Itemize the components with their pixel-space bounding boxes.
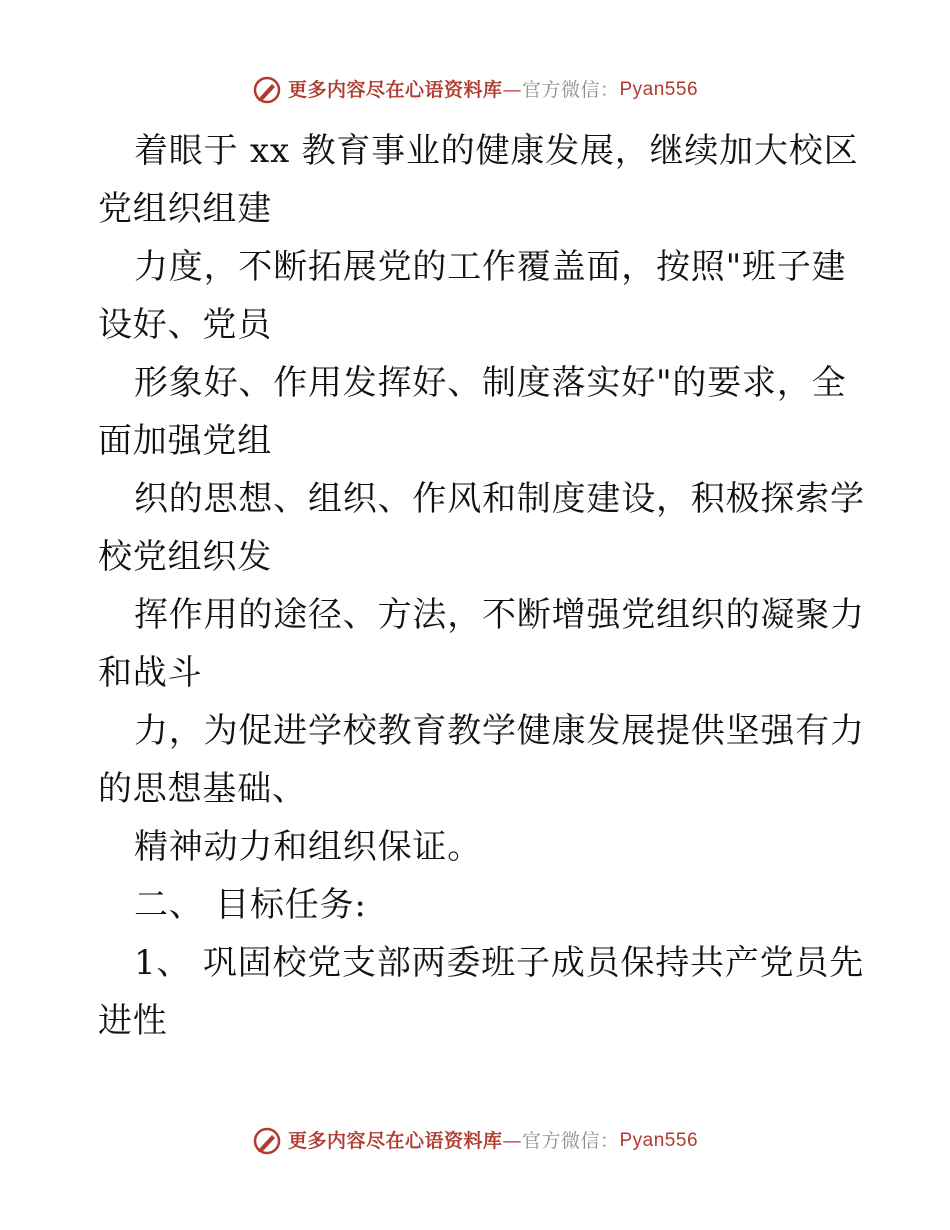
section-heading: 二、 目标任务: xyxy=(134,885,367,925)
footer-banner xyxy=(0,1126,950,1156)
banner-dash: — xyxy=(502,1130,522,1152)
text-line: 的思想基础、 xyxy=(98,769,307,809)
text-line: 精神动力和组织保证。 xyxy=(134,827,482,867)
text-line: 校党组织发 xyxy=(98,537,272,577)
text-line: 面加强党组 xyxy=(98,421,272,461)
banner-main-text: 更多内容尽在心语资料库 xyxy=(287,1130,503,1152)
banner-official-label: 官方微信： xyxy=(521,1130,620,1152)
banner-dash: — xyxy=(502,79,522,101)
text-line: 力，为促进学校教育教学健康发展提供坚强有力 xyxy=(134,711,865,751)
text-line: 力度，不断拓展党的工作覆盖面，按照"班子建 xyxy=(134,247,847,287)
text-line: 挥作用的途径、方法，不断增强党组织的凝聚力 xyxy=(134,595,865,635)
text-line: 进性 xyxy=(98,1001,168,1041)
banner-wechat-id: Pyan556 xyxy=(619,1130,699,1151)
text-line: 形象好、作用发挥好、制度落实好"的要求，全 xyxy=(134,363,847,403)
document-body xyxy=(98,122,868,1050)
pen-logo-icon xyxy=(252,75,282,105)
text-line: 着眼于 xx 教育事业的健康发展，继续加大校区 xyxy=(134,131,859,171)
pen-logo-icon xyxy=(252,1126,282,1156)
text-line: 1、 巩固校党支部两委班子成员保持共产党员先 xyxy=(134,943,865,983)
text-line: 设好、党员 xyxy=(98,305,272,345)
banner-wechat-id: Pyan556 xyxy=(619,79,699,100)
header-banner xyxy=(0,75,950,105)
banner-official-label: 官方微信： xyxy=(521,79,620,101)
text-line: 党组织组建 xyxy=(98,189,272,229)
text-line: 织的思想、组织、作风和制度建设，积极探索学 xyxy=(134,479,865,519)
text-line: 和战斗 xyxy=(98,653,203,693)
banner-main-text: 更多内容尽在心语资料库 xyxy=(287,79,503,101)
